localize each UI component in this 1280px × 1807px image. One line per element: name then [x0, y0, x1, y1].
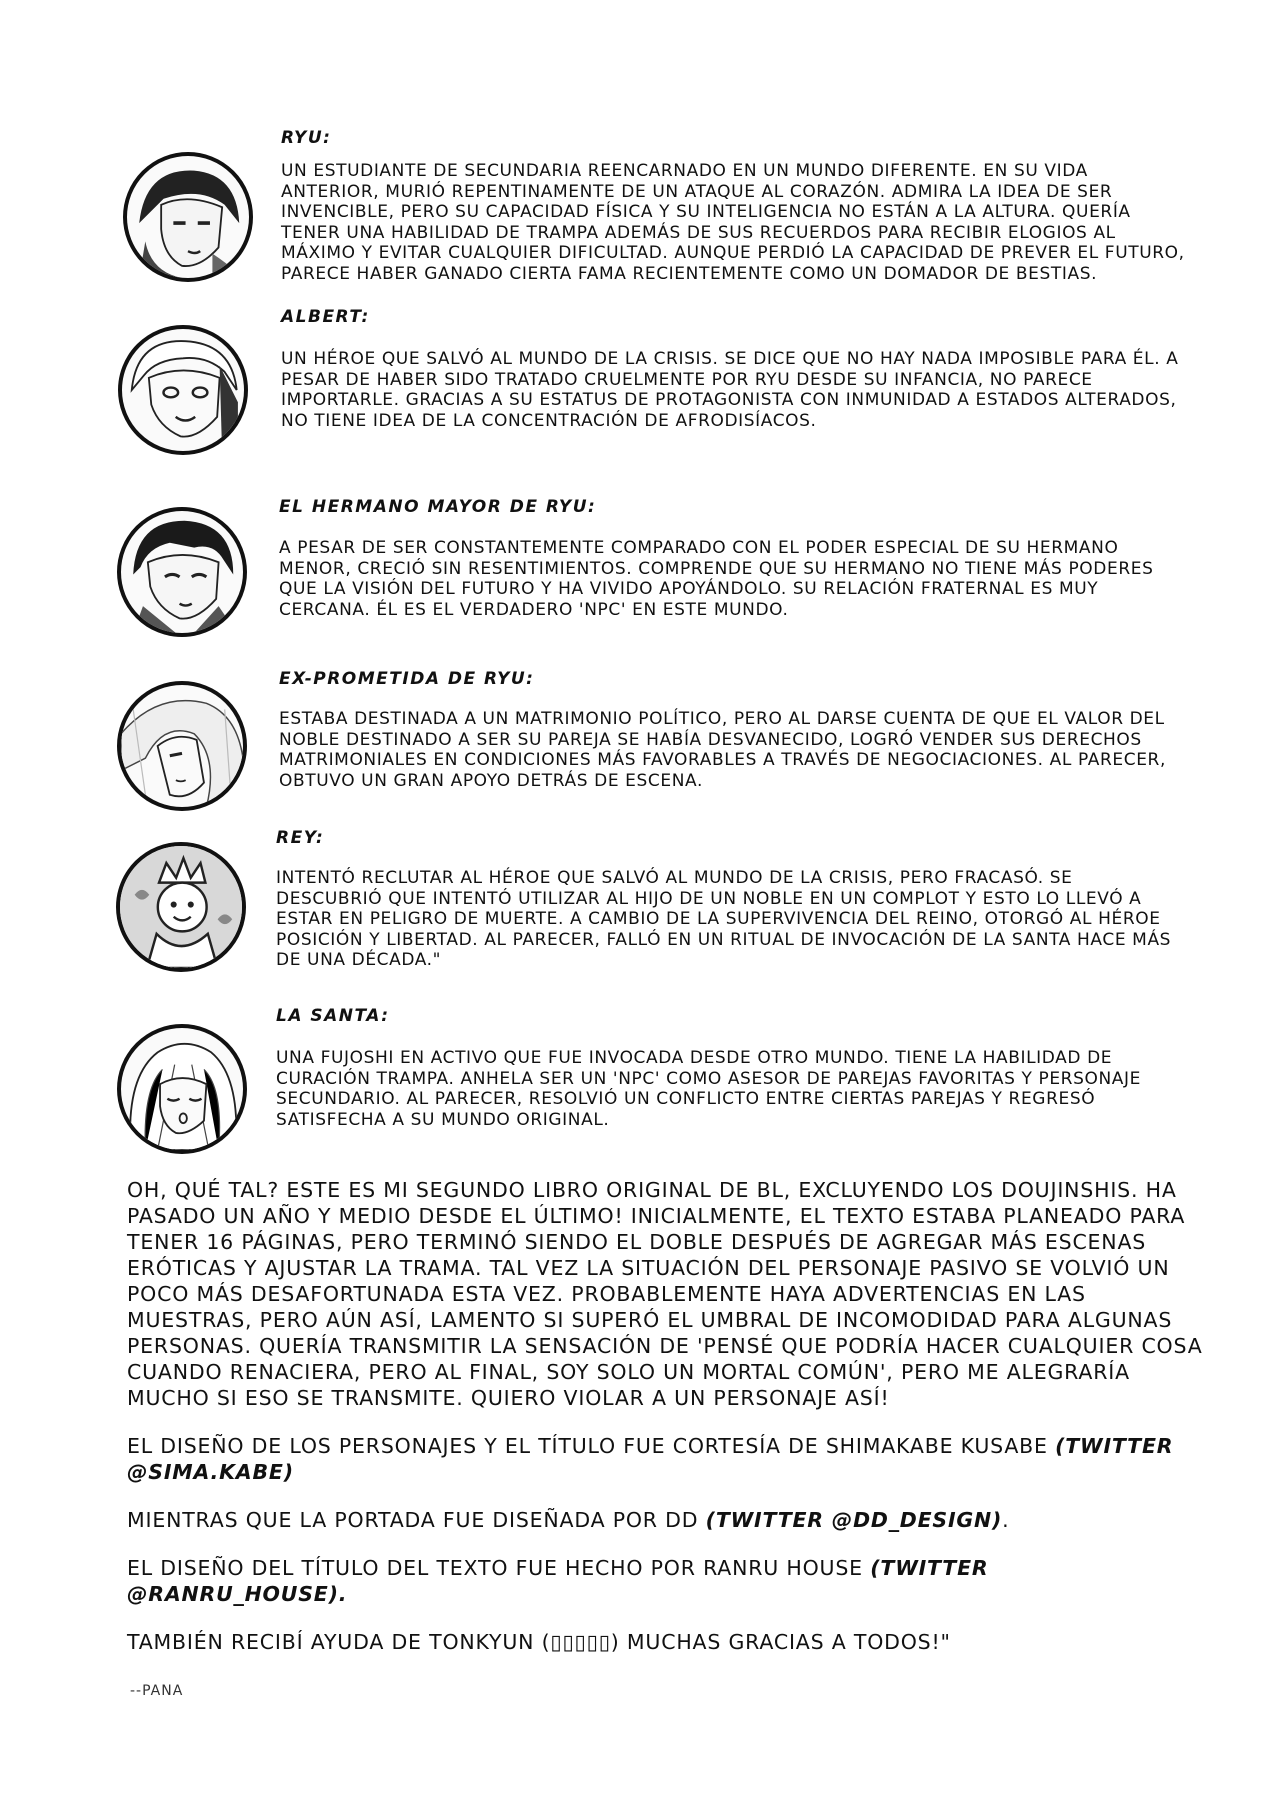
credit-handle: (TWITTER @SIMA.KABE)	[127, 1434, 1174, 1484]
albert-portrait-icon	[118, 325, 248, 455]
character-name: REY:	[276, 828, 325, 848]
ryu-portrait-icon	[123, 152, 253, 282]
credit-title-design	[127, 1555, 1207, 1607]
afterword-intro: OH, QUÉ TAL? ESTE ES MI SEGUNDO LIBRO ORIGINAL DE BL, EXCLUYENDO LOS DOUJINSHIS. HA PASADO UN AÑO Y MEDIO DESDE EL ÚLTIMO! INICIALMENTE, EL TEXTO ESTABA PLANEADO PARA TENER 16 PÁGINAS, PERO TERMINÓ SIENDO EL DOBLE DESPUÉS DE AGREGAR MÁS ESCENAS ERÓTICAS Y AJUSTAR LA TRAMA. TAL VEZ LA SITUACIÓN DEL PERSONAJE PASIVO SE VOLVIÓ UN POCO MÁS DESAFORTUNADA ESTA VEZ. PROBABLEMENTE HAYA ADVERTENCIAS EN LAS MUESTRAS, PERO AÚN ASÍ, LAMENTO SI SUPERÓ EL UMBRAL DE INCOMODIDAD PARA ALGUNAS PERSONAS. QUERÍA TRANSMITIR LA SENSACIÓN DE 'PENSÉ QUE PODRÍA HACER CUALQUIER COSA CUANDO RENACIERA, PERO AL FINAL, SOY SOLO UN MORTAL COMÚN', PERO ME ALEGRARÍA MUCHO SI ESO SE TRANSMITE. QUIERO VIOLAR A UN PERSONAJE ASÍ!	[127, 1178, 1203, 1410]
character-name: RYU:	[281, 128, 332, 148]
character-description: INTENTÓ RECLUTAR AL HÉROE QUE SALVÓ AL MUNDO DE LA CRISIS, PERO FRACASÓ. SE DESCUBRIÓ QUE INTENTÓ UTILIZAR AL HIJO DE UN NOBLE EN UN COMPLOT Y ESTO LO LLEVÓ A ESTAR EN PELIGRO DE MUERTE. A CAMBIO DE LA SUPERVIVENCIA DEL REINO, OTORGÓ AL HÉROE POSICIÓN Y LIBERTAD. AL PARECER, FALLÓ EN UN RITUAL DE INVOCACIÓN DE LA SANTA HACE MÁS DE UNA DÉCADA."	[276, 868, 1172, 970]
saint-portrait-icon	[117, 1024, 247, 1154]
character-name: EX-PROMETIDA DE RYU:	[279, 669, 535, 689]
character-description: ESTABA DESTINADA A UN MATRIMONIO POLÍTICO, PERO AL DARSE CUENTA DE QUE EL VALOR DEL NOBLE DESTINADO A SER SU PAREJA SE HABÍA DESVANECIDO, LOGRÓ VENDER SUS DERECHOS MATRIMONIALES EN CONDICIONES MÁS FAVORABLES A TRAVÉS DE NEGOCIACIONES. AL PARECER, OBTUVO UN GRAN APOYO DETRÁS DE ESCENA.	[279, 709, 1166, 791]
character-name: ALBERT:	[281, 307, 370, 327]
older-brother-portrait-icon	[117, 507, 247, 637]
character-description: A PESAR DE SER CONSTANTEMENTE COMPARADO CON EL PODER ESPECIAL DE SU HERMANO MENOR, CRECIÓ SIN RESENTIMIENTOS. COMPRENDE QUE SU HERMANO NO TIENE MÁS PODERES QUE LA VISIÓN DEL FUTURO Y HA VIVIDO APOYÁNDOLO. SU RELACIÓN FRATERNAL ES MUY CERCANA. ÉL ES EL VERDADERO 'NPC' EN ESTE MUNDO.	[279, 538, 1154, 620]
character-description: UN HÉROE QUE SALVÓ AL MUNDO DE LA CRISIS. SE DICE QUE NO HAY NADA IMPOSIBLE PARA ÉL. A PESAR DE HABER SIDO TRATADO CRUELMENTE POR RYU DESDE SU INFANCIA, NO PARECE IMPORTARLE. GRACIAS A SU ESTATUS DE PROTAGONISTA CON INMUNIDAD A ESTADOS ALTERADOS, NO TIENE IDEA DE LA CONCENTRACIÓN DE AFRODISÍACOS.	[281, 349, 1179, 431]
afterword	[127, 1177, 1207, 1677]
credit-text: MIENTRAS QUE LA PORTADA FUE DISEÑADA POR DD	[127, 1508, 706, 1532]
ex-fiancee-portrait-icon	[117, 681, 247, 811]
afterword-thanks: TAMBIÉN RECIBÍ AYUDA DE TONKYUN (▯▯▯▯▯) MUCHAS GRACIAS A TODOS!"	[127, 1630, 951, 1654]
credit-text: EL DISEÑO DEL TÍTULO DEL TEXTO FUE HECHO POR RANRU HOUSE	[127, 1556, 871, 1580]
credit-text: EL DISEÑO DE LOS PERSONAJES Y EL TÍTULO FUE CORTESÍA DE SHIMAKABE KUSABE	[127, 1434, 1056, 1458]
character-name: LA SANTA:	[276, 1006, 390, 1026]
credit-character-design	[127, 1433, 1207, 1485]
credit-handle: (TWITTER @RANRU_HOUSE).	[127, 1556, 989, 1606]
credit-text-end: .	[1002, 1508, 1010, 1532]
credit-handle: (TWITTER @DD_DESIGN)	[705, 1508, 1003, 1532]
character-description: UNA FUJOSHI EN ACTIVO QUE FUE INVOCADA DESDE OTRO MUNDO. TIENE LA HABILIDAD DE CURACIÓN TRAMPA. ANHELA SER UN 'NPC' COMO ASESOR DE PAREJAS FAVORITAS Y PERSONAJE SECUNDARIO. AL PARECER, RESOLVIÓ UN CONFLICTO ENTRE CIERTAS PAREJAS Y REGRESÓ SATISFECHA A SU MUNDO ORIGINAL.	[276, 1048, 1141, 1130]
character-name: EL HERMANO MAYOR DE RYU:	[279, 497, 597, 517]
credit-cover-design	[127, 1507, 1207, 1533]
character-description: UN ESTUDIANTE DE SECUNDARIA REENCARNADO EN UN MUNDO DIFERENTE. EN SU VIDA ANTERIOR, MURIÓ REPENTINAMENTE DE UN ATAQUE AL CORAZÓN. ADMIRA LA IDEA DE SER INVENCIBLE, PERO SU CAPACIDAD FÍSICA Y SU INTELIGENCIA NO ESTÁN A LA ALTURA. QUERÍA TENER UNA HABILIDAD DE TRAMPA ADEMÁS DE SUS RECUERDOS PARA RECIBIR ELOGIOS AL MÁXIMO Y EVITAR CUALQUIER DIFICULTAD. AUNQUE PERDIÓ LA CAPACIDAD DE PREVER EL FUTURO, PARECE HABER GANADO CIERTA FAMA RECIENTEMENTE COMO UN DOMADOR DE BESTIAS.	[281, 161, 1185, 284]
king-portrait-icon	[116, 842, 246, 972]
translator-signature: --PANA	[130, 1683, 184, 1699]
